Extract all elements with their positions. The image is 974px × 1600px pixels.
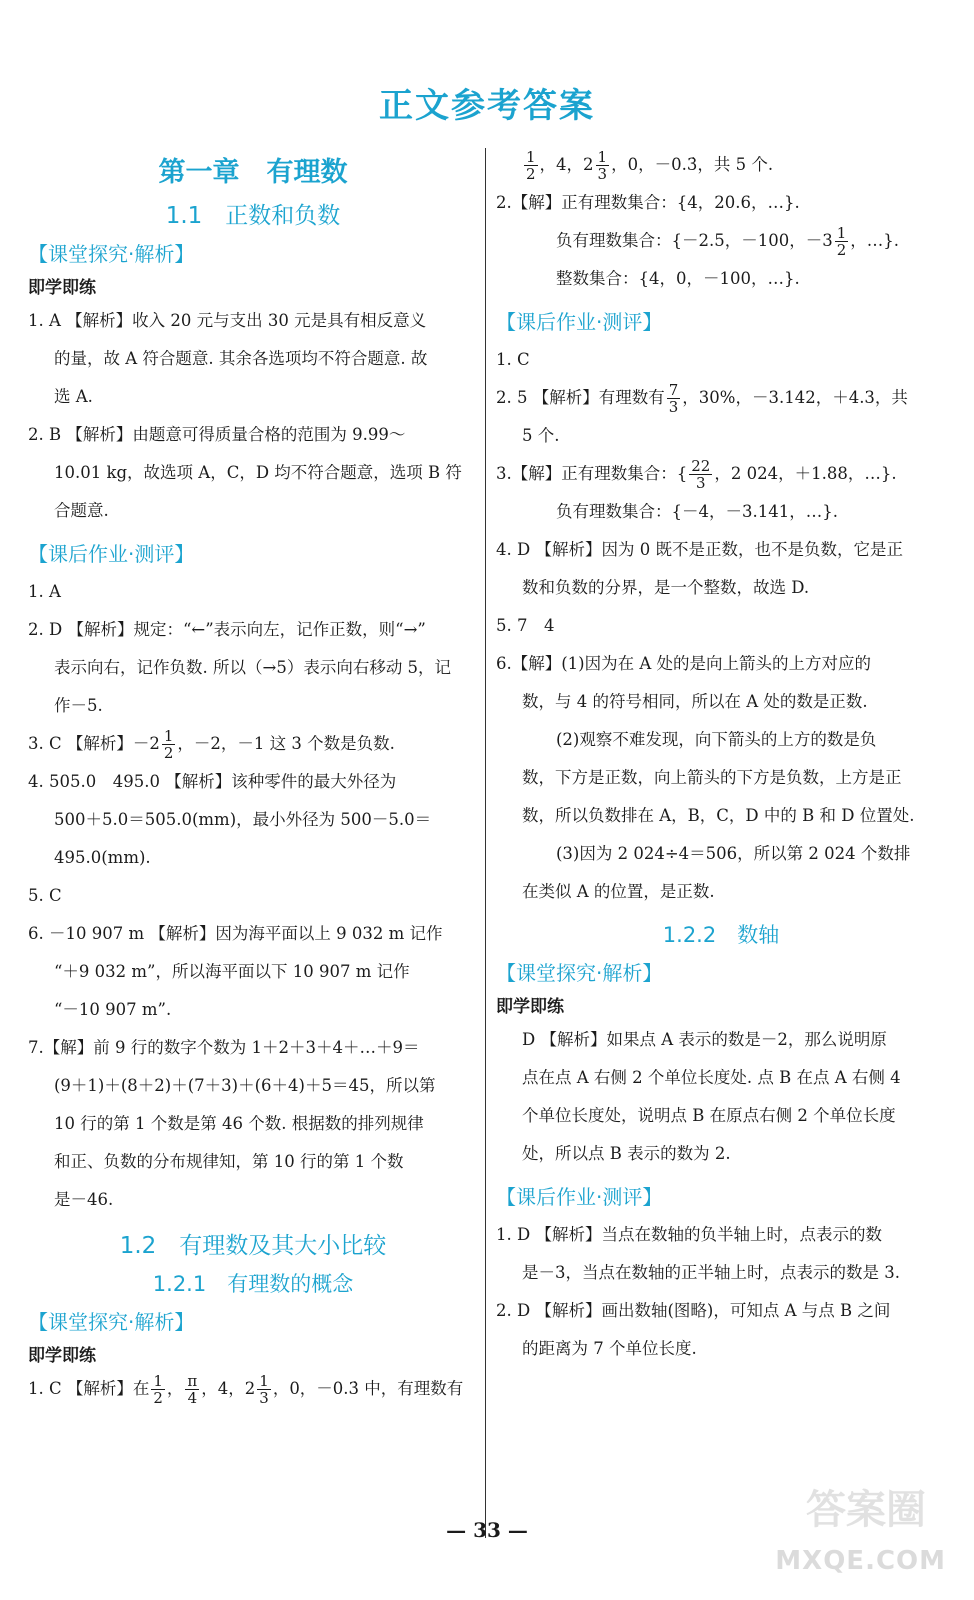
- answer-line: 数，与 4 的符号相同，所以在 A 处的数是正数.: [522, 692, 868, 711]
- answer-line: 数，下方是正数，向上箭头的下方是负数，上方是正: [522, 768, 902, 787]
- answer-line: 负有理数集合：{－4，－3.141，…}.: [556, 502, 838, 521]
- fraction: $\frac{1}{2}$: [163, 727, 174, 762]
- section-bracket-heading: 【课堂探究·解析】: [28, 242, 195, 266]
- fraction: $\frac{1}{2}$: [153, 1372, 163, 1407]
- page-number: — 33 —: [446, 1518, 528, 1542]
- answer-line: [28, 725, 478, 763]
- answer-line: D 【解析】如果点 A 表示的数是－2，那么说明原: [522, 1030, 887, 1049]
- answer-line: 合题意.: [54, 501, 109, 520]
- subheading: 即学即练: [28, 278, 96, 298]
- watermark: [776, 1478, 946, 1588]
- answer-line: 点在点 A 右侧 2 个单位长度处. 点 B 在点 A 右侧 4: [522, 1068, 901, 1087]
- answer-line: 6. －10 907 m 【解析】因为海平面以上 9 032 m 记作: [28, 924, 443, 943]
- answer-line: (3)因为 2 024÷4＝506，所以第 2 024 个数排: [556, 844, 911, 863]
- answer-line: “－10 907 m”.: [54, 1000, 172, 1019]
- subsection-title: 1.2.2 数轴: [662, 923, 780, 947]
- section-bracket-heading: 【课后作业·测评】: [28, 542, 195, 566]
- watermark-logo: 答案圈: [806, 1487, 926, 1533]
- section-bracket-heading: 【课堂探究·解析】: [496, 961, 663, 985]
- fraction: $\frac{7}{3}$: [668, 381, 679, 416]
- answer-text: 负有理数集合：{－2.5，－100，－3: [556, 231, 833, 250]
- answer-line: 2. D 【解析】规定：“←”表示向左，记作正数，则“→”: [28, 620, 426, 639]
- subheading: 即学即练: [28, 1346, 96, 1366]
- answer-line: 1. C 【解析】在 $\frac{1}{2}$ ， $\frac{\pi}{4}$ ，4，2 $\frac{1}{3}$ ，0，－0.3̇ 中，有理数有: [28, 1372, 464, 1407]
- answer-text: ，－2，－1 这 3 个数是负数.: [177, 734, 395, 753]
- section-title: 1.2 有理数及其大小比较: [119, 1233, 387, 1259]
- answer-line: 4. D 【解析】因为 0 既不是正数，也不是负数，它是正: [496, 540, 903, 559]
- fraction: $\frac{1}{2}$: [526, 148, 536, 183]
- answer-text: ，0，－0.3̇，共 5 个.: [611, 155, 774, 174]
- fraction: $\frac{22}{3}$: [691, 457, 711, 492]
- answer-line: 4. 505.0 495.0 【解析】该种零件的最大外径为: [28, 772, 397, 791]
- answer-text: 1. C 【解析】在: [28, 1379, 150, 1398]
- right-column: [496, 146, 946, 1368]
- answer-text: ，4，2: [539, 155, 594, 174]
- answer-line: 10.01 kg，故选项 A，C，D 均不符合题意，选项 B 符: [54, 463, 462, 482]
- answer-line: 10 行的第 1 个数是第 46 个数. 根据数的排列规律: [54, 1114, 424, 1133]
- answer-line: 2.【解】正有理数集合：{4，20.6，…}.: [496, 193, 800, 212]
- answer-line: 5. C: [28, 886, 62, 905]
- answer-line: [496, 146, 946, 184]
- answer-line: 个单位长度处，说明点 B 在原点右侧 2 个单位长度: [522, 1106, 896, 1125]
- watermark-text: MXQE.COM: [775, 1546, 946, 1576]
- answer-line: (9＋1)＋(8＋2)＋(7＋3)＋(6＋4)＋5＝45，所以第: [54, 1076, 436, 1095]
- fraction: $\frac{1}{3}$: [259, 1372, 269, 1407]
- answer-text: 3. C 【解析】－2: [28, 734, 160, 753]
- answer-line: 2. B 【解析】由题意可得质量合格的范围为 9.99～: [28, 425, 406, 444]
- answer-line: 在类似 A 的位置，是正数.: [522, 882, 715, 901]
- answer-line: 和正、负数的分布规律知，第 10 行的第 1 个数: [54, 1152, 404, 1171]
- answer-text: ，…}.: [850, 231, 900, 250]
- answer-line: 数和负数的分界，是一个整数，故选 D.: [522, 578, 810, 597]
- answer-text: ，2 024，＋1.88，…}.: [714, 464, 897, 483]
- section-bracket-heading: 【课后作业·测评】: [496, 1185, 663, 1209]
- subsection-title: 1.2.1 有理数的概念: [152, 1272, 354, 1296]
- answer-line: 选 A.: [54, 387, 93, 406]
- answer-text: 2. 5 【解析】有理数有: [496, 388, 665, 407]
- column-divider: [485, 148, 486, 1538]
- answer-line: “＋9 032 m”，所以海平面以下 10 907 m 记作: [54, 962, 410, 981]
- answer-text: ，30%，－3.142，＋4.3，共: [682, 388, 908, 407]
- answer-line: 5. 7 4: [496, 616, 555, 635]
- answer-line: 的距离为 7 个单位长度.: [522, 1339, 697, 1358]
- fraction: $\frac{\pi}{4}$: [187, 1372, 198, 1407]
- answer-line: [496, 455, 946, 493]
- answer-line: 数，所以负数排在 A，B，C，D 中的 B 和 D 位置处.: [522, 806, 915, 825]
- answer-line: 2. D 【解析】画出数轴(图略)，可知点 A 与点 B 之间: [496, 1301, 891, 1320]
- answer-line: (2)观察不难发现，向下箭头的上方的数是负: [556, 730, 877, 749]
- answer-text: ，4，2: [201, 1379, 256, 1398]
- left-column: [28, 146, 478, 1408]
- answer-line: 500＋5.0＝505.0(mm)，最小外径为 500－5.0＝: [54, 810, 432, 829]
- answer-line: 整数集合：{4，0，－100，…}.: [556, 269, 800, 288]
- answer-line: 1. A 【解析】收入 20 元与支出 30 元是具有相反意义: [28, 311, 427, 330]
- answer-line: 6.【解】(1)因为在 A 处的是向上箭头的上方对应的: [496, 654, 872, 673]
- answer-line: 表示向右，记作负数. 所以（→5）表示向右移动 5，记: [54, 658, 452, 677]
- answer-line: 作－5.: [54, 696, 103, 715]
- answer-text: ，0，－0.3̇ 中，有理数有: [272, 1379, 464, 1398]
- answer-line: 1. A: [28, 582, 61, 601]
- answer-line: [496, 379, 946, 417]
- answer-line: [496, 222, 946, 260]
- answer-line: 495.0(mm).: [54, 848, 151, 867]
- page-title: 正文参考答案: [379, 86, 595, 126]
- answer-line: 1. C: [496, 350, 530, 369]
- answer-line: 7.【解】前 9 行的数字个数为 1＋2＋3＋4＋…＋9＝: [28, 1038, 420, 1057]
- answer-line: 5 个.: [522, 426, 560, 445]
- fraction: $\frac{1}{3}$: [597, 148, 608, 183]
- answer-text: 3.【解】正有理数集合：{: [496, 464, 688, 483]
- answer-line: 1. D 【解析】当点在数轴的负半轴上时，点表示的数: [496, 1225, 882, 1244]
- answer-line: 是－3，当点在数轴的正半轴上时，点表示的数是 3.: [522, 1263, 900, 1282]
- section-bracket-heading: 【课堂探究·解析】: [28, 1310, 195, 1334]
- chapter-title: 第一章 有理数: [158, 157, 348, 188]
- answer-line: 的量，故 A 符合题意. 其余各选项均不符合题意. 故: [54, 349, 428, 368]
- subheading: 即学即练: [496, 997, 564, 1017]
- fraction: $\frac{1}{2}$: [836, 224, 847, 259]
- answer-line: 处，所以点 B 表示的数为 2.: [522, 1144, 731, 1163]
- section-title: 1.1 正数和负数: [165, 203, 341, 229]
- section-bracket-heading: 【课后作业·测评】: [496, 310, 663, 334]
- answer-line: 是－46.: [54, 1190, 114, 1209]
